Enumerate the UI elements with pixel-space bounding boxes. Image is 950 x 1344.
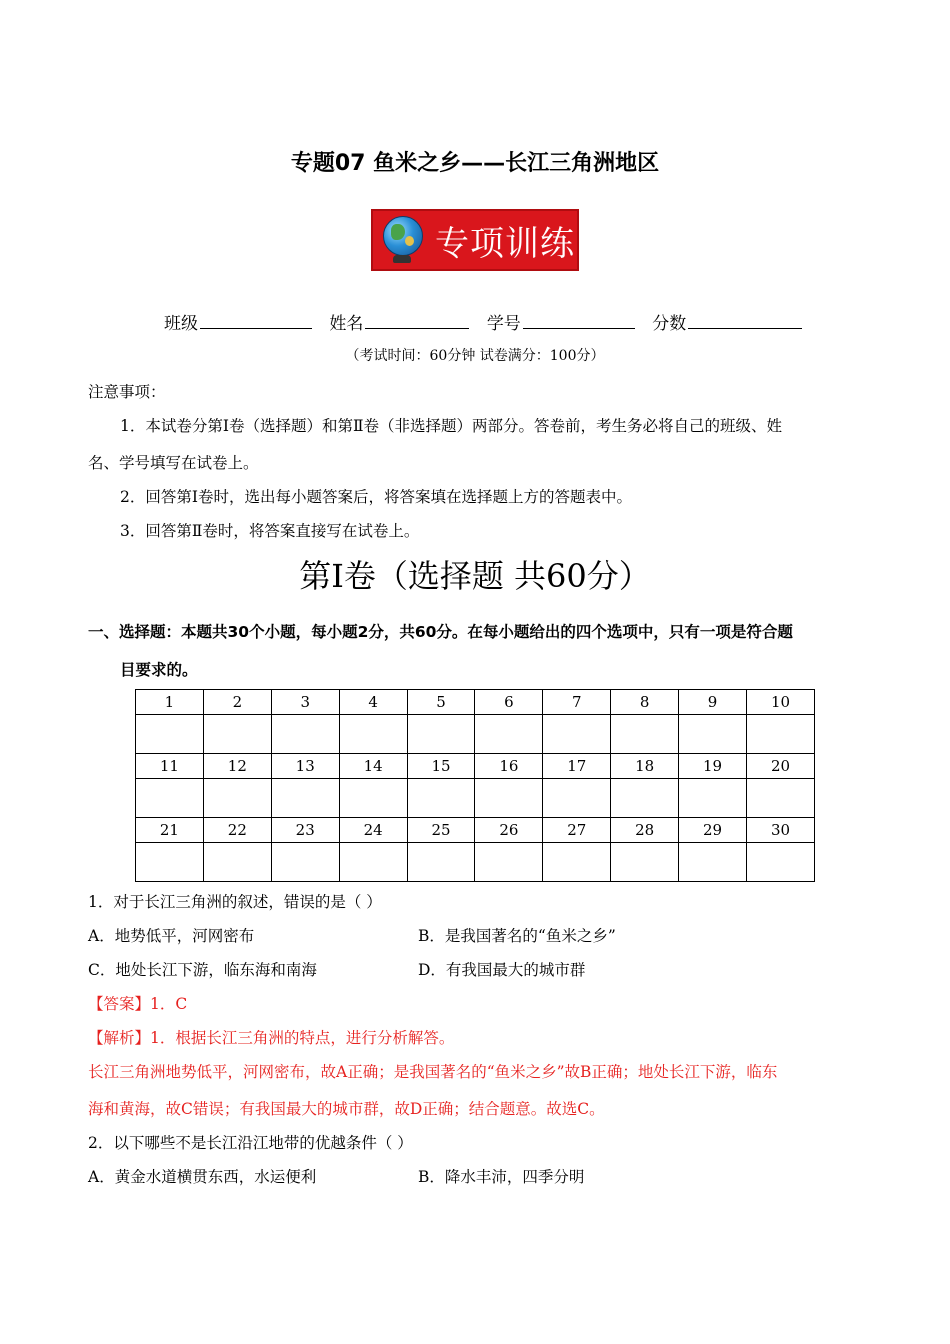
section-title: 第Ⅰ卷（选择题 共60分） bbox=[299, 557, 651, 595]
answer-cell[interactable] bbox=[339, 843, 407, 882]
answer-cell[interactable] bbox=[611, 843, 679, 882]
notice-heading: 注意事项： bbox=[88, 383, 166, 401]
grid-number: 13 bbox=[271, 754, 339, 779]
answer-cell[interactable] bbox=[136, 715, 204, 754]
grid-number-row bbox=[136, 754, 815, 779]
answer-cell[interactable] bbox=[203, 779, 271, 818]
answer-cell[interactable] bbox=[679, 779, 747, 818]
name-blank[interactable] bbox=[365, 311, 469, 329]
grid-number-row bbox=[136, 690, 815, 715]
score-blank[interactable] bbox=[688, 311, 802, 329]
notice-item-3: 3．回答第Ⅱ卷时，将答案直接写在试卷上。 bbox=[120, 522, 420, 540]
answer-cell[interactable] bbox=[747, 715, 815, 754]
badge-label: 专项训练 bbox=[435, 223, 575, 264]
grid-number: 29 bbox=[679, 818, 747, 843]
answer-cell[interactable] bbox=[271, 779, 339, 818]
grid-answer-row bbox=[136, 843, 815, 882]
grid-answer-row bbox=[136, 779, 815, 818]
grid-number: 9 bbox=[679, 690, 747, 715]
answer-cell[interactable] bbox=[475, 779, 543, 818]
answer-cell[interactable] bbox=[203, 715, 271, 754]
grid-number: 2 bbox=[203, 690, 271, 715]
grid-number: 27 bbox=[543, 818, 611, 843]
grid-number: 26 bbox=[475, 818, 543, 843]
part-one-heading: 一、选择题：本题共30个小题，每小题2分，共60分。在每小题给出的四个选项中，只有一项是符合题 bbox=[88, 623, 793, 641]
grid-number: 14 bbox=[339, 754, 407, 779]
question-2-stem: 2．以下哪些不是长江沿江地带的优越条件（ ） bbox=[88, 1134, 413, 1152]
grid-number: 7 bbox=[543, 690, 611, 715]
grid-number: 12 bbox=[203, 754, 271, 779]
grid-number: 23 bbox=[271, 818, 339, 843]
answer-cell[interactable] bbox=[271, 715, 339, 754]
question-2-option-b: B．降水丰沛，四季分明 bbox=[418, 1168, 585, 1186]
answer-cell[interactable] bbox=[407, 715, 475, 754]
grid-number: 6 bbox=[475, 690, 543, 715]
grid-number: 8 bbox=[611, 690, 679, 715]
answer-cell[interactable] bbox=[611, 779, 679, 818]
question-1-answer: 【答案】1．C bbox=[88, 995, 188, 1013]
part-one-heading-cont: 目要求的。 bbox=[120, 661, 198, 679]
id-label: 学号 bbox=[486, 314, 521, 334]
answer-cell[interactable] bbox=[747, 843, 815, 882]
answer-cell[interactable] bbox=[136, 779, 204, 818]
answer-cell[interactable] bbox=[339, 779, 407, 818]
grid-number: 24 bbox=[339, 818, 407, 843]
grid-number: 25 bbox=[407, 818, 475, 843]
answer-cell[interactable] bbox=[271, 843, 339, 882]
question-1-option-b: B．是我国著名的“鱼米之乡” bbox=[418, 927, 616, 945]
grid-number: 18 bbox=[611, 754, 679, 779]
answer-cell[interactable] bbox=[679, 843, 747, 882]
answer-cell[interactable] bbox=[339, 715, 407, 754]
notice-item-2: 2．回答第Ⅰ卷时，选出每小题答案后，将答案填在选择题上方的答题表中。 bbox=[120, 488, 632, 506]
grid-number: 21 bbox=[136, 818, 204, 843]
grid-number: 1 bbox=[136, 690, 204, 715]
grid-number: 17 bbox=[543, 754, 611, 779]
class-label: 班级 bbox=[164, 314, 198, 334]
grid-answer-row bbox=[136, 715, 815, 754]
grid-number: 19 bbox=[679, 754, 747, 779]
answer-cell[interactable] bbox=[679, 715, 747, 754]
answer-cell[interactable] bbox=[136, 843, 204, 882]
name-label: 姓名 bbox=[329, 314, 364, 334]
page-title: 专题07 鱼米之乡——长江三角洲地区 bbox=[290, 151, 660, 176]
grid-number: 20 bbox=[747, 754, 815, 779]
grid-number: 3 bbox=[271, 690, 339, 715]
answer-grid bbox=[135, 689, 815, 882]
question-1-analysis: 【解析】1．根据长江三角洲的特点，进行分析解答。 bbox=[88, 1029, 455, 1047]
answer-cell[interactable] bbox=[203, 843, 271, 882]
grid-number: 22 bbox=[203, 818, 271, 843]
grid-number: 5 bbox=[407, 690, 475, 715]
question-1-detail: 长江三角洲地势低平，河网密布，故A正确；是我国著名的“鱼米之乡”故B正确；地处长江下游，临东 bbox=[88, 1063, 778, 1081]
grid-number: 30 bbox=[747, 818, 815, 843]
answer-cell[interactable] bbox=[543, 715, 611, 754]
grid-number: 15 bbox=[407, 754, 475, 779]
question-1-stem: 1．对于长江三角洲的叙述，错误的是（ ） bbox=[88, 893, 382, 911]
answer-cell[interactable] bbox=[407, 779, 475, 818]
notice-item-1-cont: 名、学号填写在试卷上。 bbox=[88, 454, 259, 472]
grid-number: 10 bbox=[747, 690, 815, 715]
globe-icon bbox=[379, 214, 427, 266]
grid-number: 16 bbox=[475, 754, 543, 779]
answer-cell[interactable] bbox=[407, 843, 475, 882]
answer-cell[interactable] bbox=[747, 779, 815, 818]
question-1-option-d: D．有我国最大的城市群 bbox=[418, 961, 586, 979]
class-blank[interactable] bbox=[200, 311, 312, 329]
grid-number: 28 bbox=[611, 818, 679, 843]
grid-number: 11 bbox=[136, 754, 204, 779]
answer-cell[interactable] bbox=[475, 715, 543, 754]
grid-number-row bbox=[136, 818, 815, 843]
student-info-fields bbox=[164, 309, 814, 334]
question-2-option-a: A．黄金水道横贯东西，水运便利 bbox=[88, 1168, 317, 1186]
question-1-option-a: A．地势低平，河网密布 bbox=[88, 927, 255, 945]
notice-item-1: 1．本试卷分第Ⅰ卷（选择题）和第Ⅱ卷（非选择题）两部分。答卷前，考生务必将自己的班级、姓 bbox=[120, 417, 783, 435]
answer-cell[interactable] bbox=[543, 843, 611, 882]
question-1-detail-cont: 海和黄海，故C错误；有我国最大的城市群，故D正确；结合题意。故选C。 bbox=[88, 1100, 605, 1118]
question-1-option-c: C．地处长江下游，临东海和南海 bbox=[88, 961, 317, 979]
exam-info: （考试时间：60分钟 试卷满分：100分） bbox=[345, 348, 605, 364]
id-blank[interactable] bbox=[523, 311, 635, 329]
grid-number: 4 bbox=[339, 690, 407, 715]
answer-cell[interactable] bbox=[611, 715, 679, 754]
answer-cell[interactable] bbox=[475, 843, 543, 882]
special-training-badge bbox=[371, 209, 579, 271]
score-label: 分数 bbox=[652, 314, 687, 334]
answer-cell[interactable] bbox=[543, 779, 611, 818]
